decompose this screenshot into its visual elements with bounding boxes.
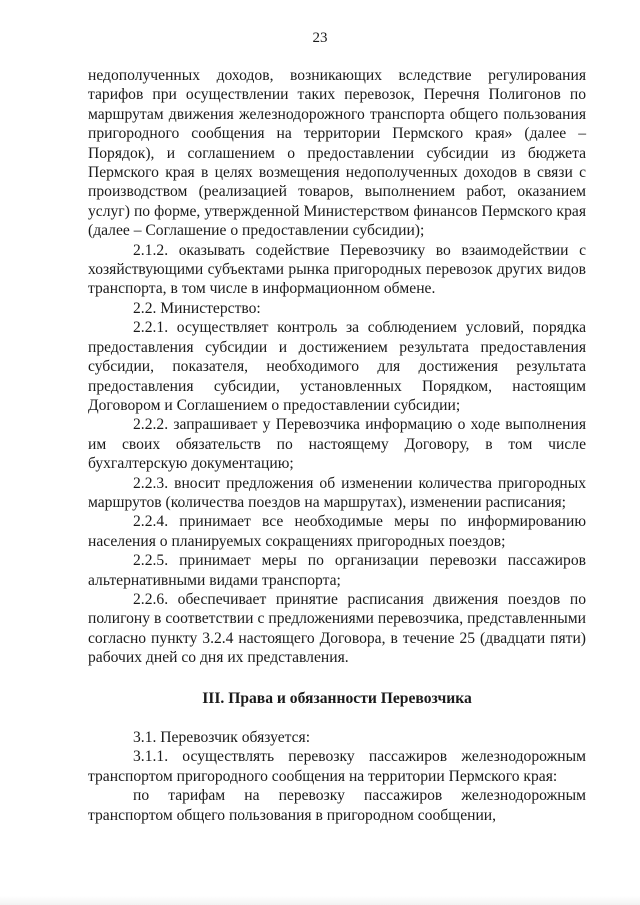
paragraph-2-2-5: 2.2.5. принимает меры по организации перевозки пассажиров альтернативными видами транспорта; [88,552,586,589]
paragraph-2-2-2: 2.2.2. запрашивает у Перевозчика информацию о ходе выполнения им своих обязательств по настоящему Договору, в том числе бухгалтерскую документацию; [88,416,586,473]
paragraph-2-1-2: 2.1.2. оказывать содействие Перевозчику во взаимодействии с хозяйствующими субъектами рынка пригородных перевозок других видов транспорта, в том числе в информационном обмене. [88,241,586,298]
paragraph-2-2-4: 2.2.4. принимает все необходимые меры по информированию населения о планируемых сокращениях пригородных поездов; [88,513,586,550]
section-heading: III. Права и обязанности Перевозчика [202,689,472,707]
paragraph-2-2-3: 2.2.3. вносит предложения об изменении количества пригородных маршрутов (количества поездов на маршрутах), изменении расписания; [88,474,586,511]
paragraph-3-1: 3.1. Перевозчик обязуется: [133,729,311,746]
page-number: 23 [312,30,328,46]
paragraph-2-2-6: 2.2.6. обеспечивает принятие расписания движения поездов по полигону в соответствии с предложениями перевозчика, представленными согласно пункту 3.2.4 настоящего Договора, в течение 25 (двадцати пяти) рабочих дней со дня их представления. [88,590,586,667]
scan-edge [0,896,640,905]
paragraph-continuation: недополученных доходов, возникающих вследствие регулирования тарифов при осуществлении таких перевозок, Перечня Полигонов по маршрутам движения железнодорожного транспорта общего пользования пригородного сообщения на территории Пермского края» (далее – Порядок), и соглашением о предоставлении субсидии из бюджета Пермского края в целях возмещения недополученных доходов в связи с производством (реализацией товаров, выполнением работ, оказанием услуг) по форме, утвержденной Министерством финансов Пермского края (далее – Соглашение о предоставлении субсидии); [88,67,586,240]
document-body [88,66,586,825]
paragraph-tariff: по тарифам на перевозку пассажиров железнодорожным транспортом общего пользования в пригородном сообщении, [88,787,586,824]
paragraph-3-1-1: 3.1.1. осуществлять перевозку пассажиров железнодорожным транспортом пригородного сообщения на территории Пермского края: [88,748,586,785]
paragraph-2-2-1: 2.2.1. осуществляет контроль за соблюдением условий, порядка предоставления субсидии и достижением результата предоставления субсидии, показателя, необходимого для достижения результата предоставления субсидии, установленных Порядком, настоящим Договором и Соглашением о предоставлении субсидии; [88,319,586,414]
paragraph-2-2: 2.2. Министерство: [133,299,261,317]
